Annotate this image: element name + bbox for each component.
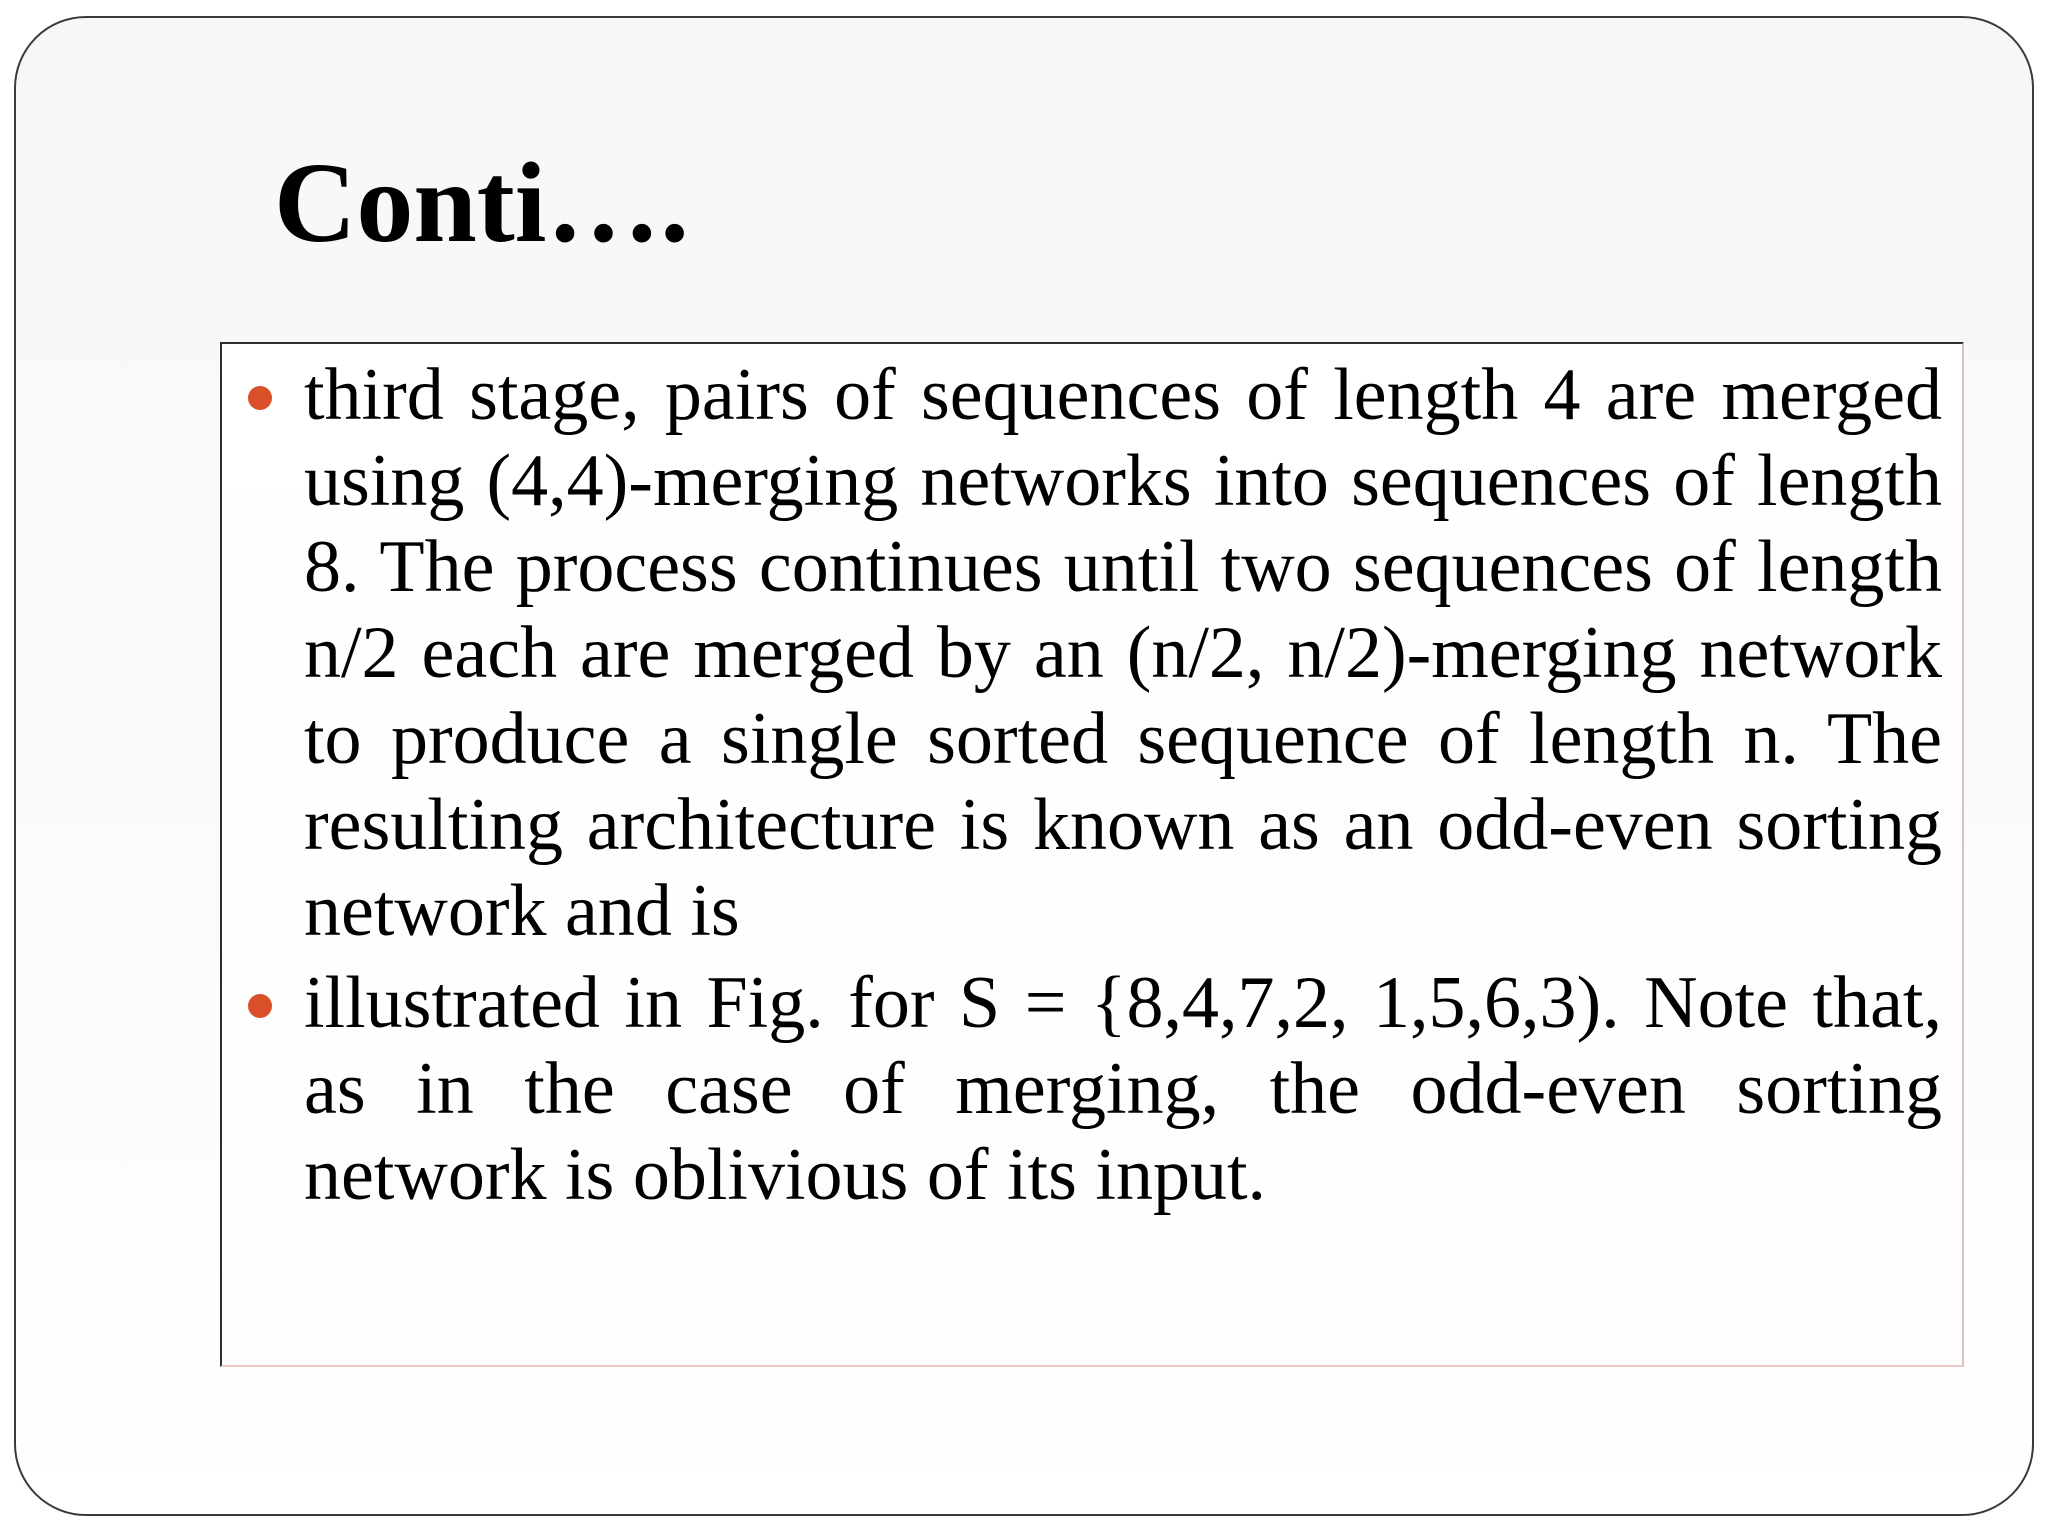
slide	[14, 16, 2034, 1516]
bullet-dot-icon	[248, 386, 272, 410]
bullet-text: third stage, pairs of sequences of length 4 are merged using (4,4)-merging networks into sequences of length 8. The process continues until two sequences of length n/2 each are merged by an (n/2, n/2)-merging network to produce a single sorted sequence of length n. The resulting architecture is known as an odd-even sorting network and is	[304, 354, 1942, 952]
bullet-item	[222, 352, 1962, 954]
bullet-text: illustrated in Fig. for S = {8,4,7,2, 1,5,6,3). Note that, as in the case of merging, the odd-even sorting network is oblivious of its input.	[304, 962, 1942, 1216]
bullet-item	[222, 960, 1962, 1218]
slide-title: Conti….	[274, 139, 689, 266]
bullet-list	[222, 352, 1962, 1224]
content-box	[220, 342, 1964, 1367]
bullet-dot-icon	[248, 994, 272, 1018]
